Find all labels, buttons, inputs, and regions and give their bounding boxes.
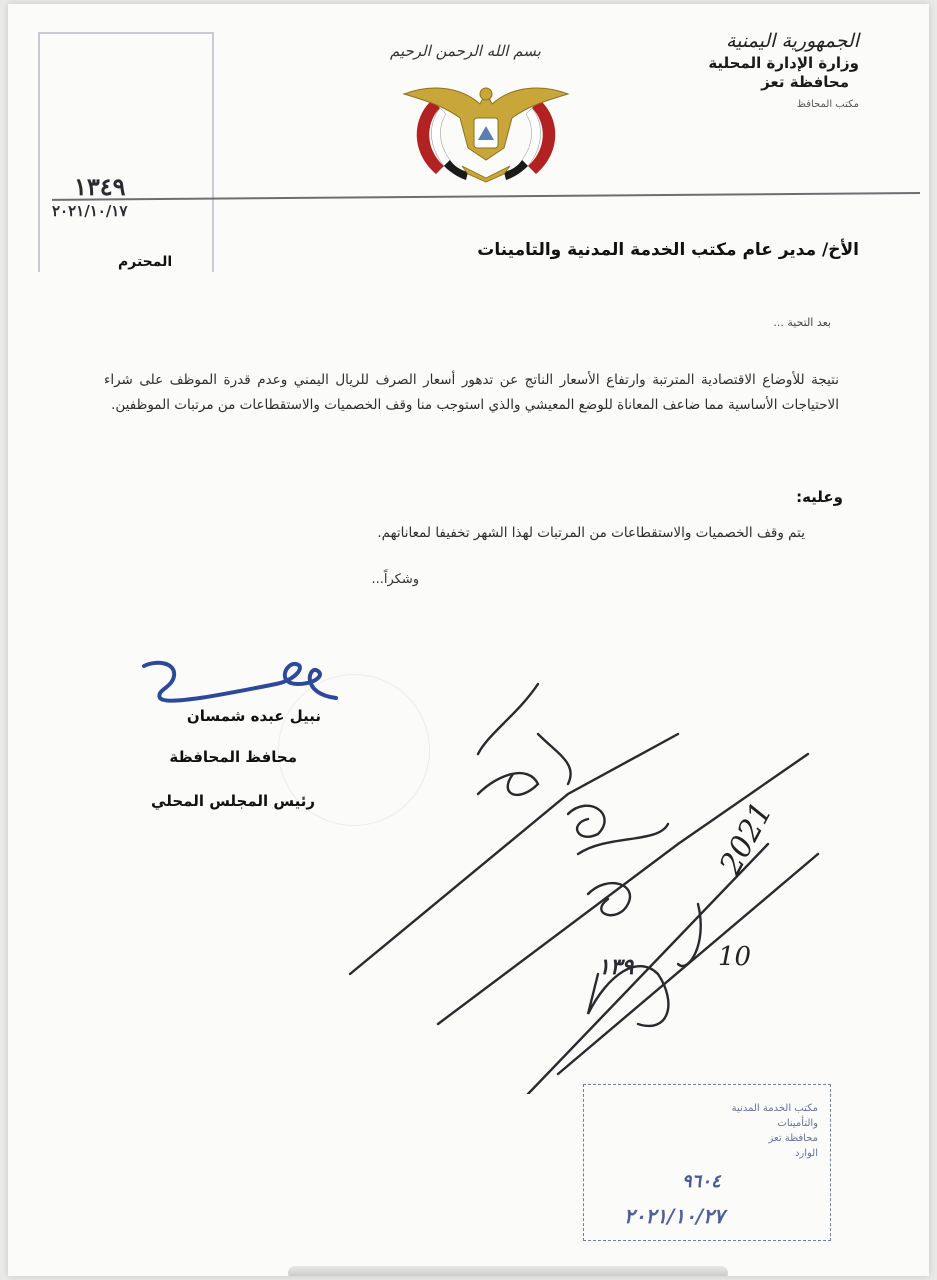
basmala: بسم الله الرحمن الرحيم: [390, 42, 541, 60]
body-paragraph: نتيجة للأوضاع الاقتصادية المترتبة وارتفاع الأسعار الناتج عن تدهور أسعار الصرف للريال اليمني وعدم قدرة الموظف على شراء الاحتياجات الأساسية مما ضاعف المعاناة للوضع المعيشي والذي استوجب منا وقف الخصميات والاستقطاعات من مرتبات الموظفين.: [104, 372, 839, 413]
decision-text: يتم وقف الخصميات والاستقطاعات من المرتبات لهذا الشهر تخفيفا لمعاناتهم.: [377, 525, 805, 541]
signatory-name: نبيل عبده شمسان: [186, 707, 321, 725]
letter-page: [8, 4, 929, 1276]
addressee: الأخ/ مدير عام مكتب الخدمة المدنية والتامينات: [477, 240, 859, 260]
stamp-date: ٢٠٢١/١٠/٢٧: [624, 1204, 725, 1228]
therefore-heading: وعليه:: [796, 488, 843, 506]
reference-date: ٢٠٢١/١٠/١٧: [52, 202, 128, 220]
stamp-line: مكتب الخدمة المدنية: [731, 1103, 818, 1114]
office-title: مكتب المحافظ: [796, 99, 859, 111]
honorific: المحترم: [118, 254, 173, 270]
stamp-line: محافظة تعز: [768, 1133, 818, 1144]
annotation-number: ١٣٩: [598, 954, 634, 980]
annotation-year: 2021: [713, 796, 780, 881]
page-edge-shadow: [288, 1266, 728, 1276]
letterhead: [708, 30, 859, 112]
reference-number: ١٣٤٩: [74, 172, 126, 201]
signatory-title: محافظ المحافظة: [169, 748, 297, 766]
stamp-text: [732, 1101, 818, 1161]
stamp-line: والتأمينات: [777, 1118, 818, 1129]
closing-thanks: وشكراً...: [371, 572, 419, 587]
reference-box: [38, 32, 214, 272]
stamp-line: الوارد: [794, 1148, 818, 1159]
handwritten-annotation-icon: [338, 674, 858, 1094]
signatory-council: رئيس المجلس المحلي: [151, 792, 315, 810]
yemen-emblem-icon: [400, 74, 572, 186]
governorate-title: محافظة تعز: [761, 72, 849, 91]
received-stamp: [583, 1084, 831, 1241]
republic-title: الجمهورية اليمنية: [725, 30, 859, 52]
annotation-day: 10: [718, 942, 752, 972]
ministry-title: وزارة الإدارة المحلية: [708, 53, 859, 72]
greeting: بعد التحية ...: [773, 316, 831, 329]
stamp-number: ٩٦٠٤: [682, 1171, 721, 1192]
